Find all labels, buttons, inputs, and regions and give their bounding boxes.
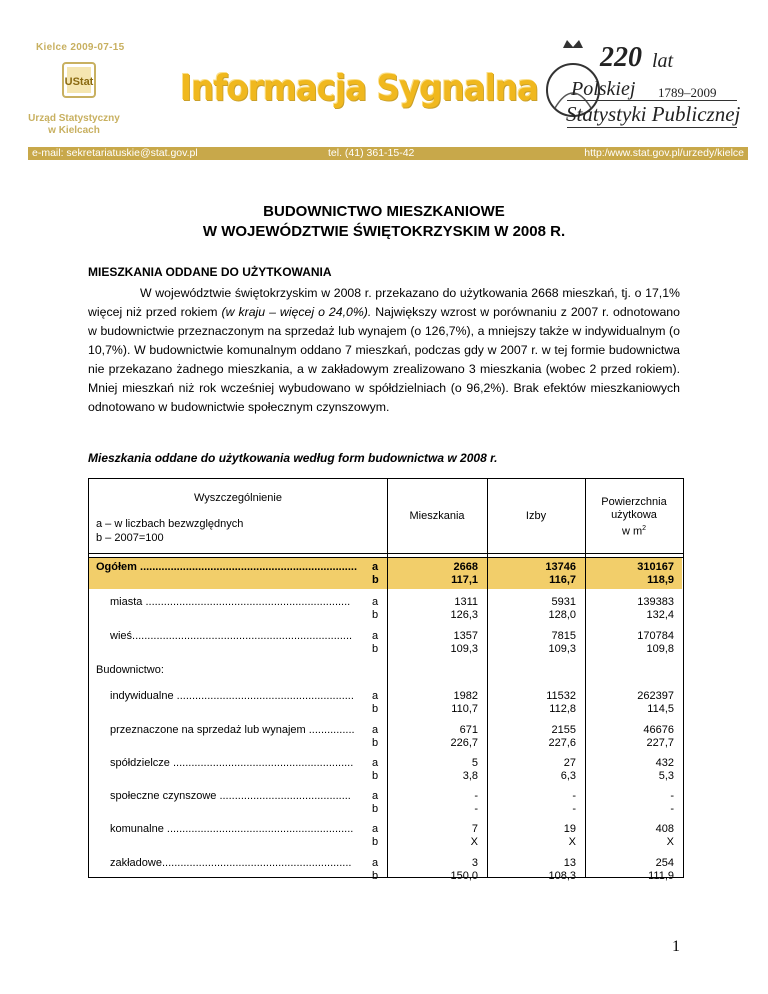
anniversary-number: 220 bbox=[600, 42, 642, 73]
cell-izby-b: 112,8 bbox=[549, 703, 576, 715]
org-name-line2: w Kielcach bbox=[48, 125, 100, 136]
cell-powierzchnia-b: 118,9 bbox=[647, 574, 674, 586]
row-label bbox=[110, 724, 363, 737]
row-indicator-b: b bbox=[372, 803, 379, 815]
row-label-text: przeznaczone na sprzedaż lub wynajem bbox=[110, 724, 306, 736]
cell-mieszkania-b: 110,7 bbox=[451, 703, 478, 715]
row-label bbox=[110, 823, 363, 836]
document-title bbox=[0, 202, 768, 242]
cell-izby-a: 7815 bbox=[551, 630, 576, 642]
col-separator-2 bbox=[487, 478, 488, 878]
paragraph-part2: Największy wzrost w porównaniu z 2007 r. odnotowano w budownictwie przeznaczonym na sprzedaż lub wynajem (o 126,7%), a mniejszy także w indywidualnym (o 10,7%). W budownictwie komunalnym oddano 7 mieszkań, podczas gdy w 2007 r. w tej formie budownictwa nie przekazano żadnego mieszkania, a w zakładowym zrealizowano 3 mieszkania (wobec 2 przed rokiem). Mniej mieszkań niż rok wcześniej wybudowano w spółdzielniach (o 96,2%). Brak efektów mieszkaniowych odnotowano w budownictwie społecznym czynszowym. bbox=[88, 305, 680, 414]
org-name bbox=[24, 113, 124, 137]
row-label-text: Ogółem bbox=[96, 561, 137, 573]
website-link[interactable]: http:/www.stat.gov.pl/urzedy/kielce bbox=[584, 147, 744, 159]
row-dot-leader: ............... bbox=[305, 724, 355, 736]
cell-izby-b: 6,3 bbox=[560, 770, 576, 782]
cell-izby-b: - bbox=[572, 803, 576, 815]
row-dot-leader: ........................................................... bbox=[169, 757, 354, 769]
document-header bbox=[0, 0, 768, 170]
row-indicator-a: a bbox=[372, 596, 379, 608]
cell-mieszkania-a: 2668 bbox=[453, 561, 478, 573]
header-powierzchnia-line2: użytkowa bbox=[611, 509, 657, 521]
row-indicator-a: a bbox=[372, 630, 379, 642]
paragraph-part1: W województwie świętokrzyskim w 2008 r. przekazano do użytkowania 2668 mieszkań, tj. o 17,1% więcej niż przed rokiem bbox=[88, 286, 680, 319]
row-dot-leader: ................................................................... bbox=[142, 596, 351, 608]
row-dot-leader: ........................................................................ bbox=[132, 630, 353, 642]
row-indicator-b: b bbox=[372, 703, 379, 715]
row-indicator-b: b bbox=[372, 574, 379, 586]
row-label bbox=[110, 857, 363, 870]
cell-izby-b: 128,0 bbox=[548, 609, 576, 621]
col-separator-1 bbox=[387, 478, 388, 878]
title-line1: BUDOWNICTWO MIESZKANIOWE bbox=[263, 203, 505, 220]
cell-mieszkania-a: 3 bbox=[471, 857, 478, 869]
cell-powierzchnia-a: 432 bbox=[655, 757, 674, 769]
row-indicator-a: a bbox=[372, 790, 379, 802]
header-note-b: b – 2007=100 bbox=[96, 532, 164, 544]
header-note-a: a – w liczbach bezwzględnych bbox=[96, 518, 244, 530]
cell-powierzchnia-b: X bbox=[666, 836, 674, 848]
section-budownictwo: Budownictwo: bbox=[96, 664, 164, 676]
anniversary-statystyki: Statystyki Publicznej bbox=[566, 102, 741, 126]
cell-mieszkania-a: 1311 bbox=[454, 596, 478, 608]
cell-izby-a: - bbox=[572, 790, 576, 802]
cell-mieszkania-a: 7 bbox=[471, 823, 478, 835]
page-number: 1 bbox=[672, 938, 680, 955]
row-label-text: zakładowe bbox=[110, 857, 162, 869]
paragraph-italic: (w kraju – więcej o 24,0%). bbox=[221, 305, 372, 319]
row-label bbox=[110, 690, 363, 703]
cell-mieszkania-b: X bbox=[470, 836, 478, 848]
banner-title: Informacja Sygnalna bbox=[180, 68, 539, 109]
table-border-top bbox=[88, 478, 684, 479]
cell-powierzchnia-a: 262397 bbox=[637, 690, 674, 702]
cell-izby-a: 13746 bbox=[545, 561, 576, 573]
row-label-text: spółdzielcze bbox=[110, 757, 170, 769]
cell-powierzchnia-a: 46676 bbox=[643, 724, 674, 736]
row-dot-leader: .......................................................... bbox=[173, 690, 354, 702]
cell-powierzchnia-b: - bbox=[670, 803, 674, 815]
row-label bbox=[110, 790, 363, 803]
row-indicator-a: a bbox=[372, 561, 379, 573]
row-dot-leader: .............................................................. bbox=[161, 857, 352, 869]
issue-date: Kielce 2009-07-15 bbox=[36, 42, 125, 53]
body-paragraph bbox=[88, 284, 680, 417]
cell-powierzchnia-b: 132,4 bbox=[646, 609, 674, 621]
row-label bbox=[110, 596, 363, 609]
cell-izby-b: X bbox=[568, 836, 576, 848]
cell-izby-a: 2155 bbox=[551, 724, 576, 736]
header-unit-sup: 2 bbox=[642, 525, 647, 532]
cell-powierzchnia-a: 139383 bbox=[637, 596, 674, 608]
ustat-logo bbox=[62, 62, 96, 98]
row-indicator-a: a bbox=[372, 757, 379, 769]
header-izby: Izby bbox=[525, 510, 547, 522]
cell-mieszkania-a: - bbox=[474, 790, 478, 802]
cell-powierzchnia-b: 111,9 bbox=[648, 870, 674, 882]
title-line2: W WOJEWÓDZTWIE ŚWIĘTOKRZYSKIM W 2008 R. bbox=[202, 223, 566, 240]
row-label bbox=[110, 630, 363, 643]
cell-mieszkania-a: 1357 bbox=[453, 630, 478, 642]
header-powierzchnia-line1: Powierzchnia bbox=[601, 496, 667, 508]
cell-powierzchnia-b: 227,7 bbox=[646, 737, 674, 749]
row-label-text: społeczne czynszowe bbox=[110, 790, 217, 802]
row-indicator-b: b bbox=[372, 643, 379, 655]
cell-izby-a: 11532 bbox=[546, 690, 576, 702]
header-wyszczegolnienie: Wyszczególnienie bbox=[194, 492, 282, 504]
header-unit: w m bbox=[621, 525, 643, 538]
row-label-text: miasta bbox=[110, 596, 143, 608]
cell-mieszkania-b: - bbox=[474, 803, 478, 815]
row-indicator-b: b bbox=[372, 737, 379, 749]
cell-izby-a: 27 bbox=[563, 757, 576, 769]
cell-powierzchnia-a: - bbox=[670, 790, 674, 802]
cell-mieszkania-b: 3,8 bbox=[462, 770, 478, 782]
contact-bar bbox=[28, 147, 748, 160]
cell-izby-b: 116,7 bbox=[549, 574, 576, 586]
cell-mieszkania-b: 150,0 bbox=[450, 870, 478, 882]
row-indicator-a: a bbox=[372, 724, 379, 736]
cell-izby-b: 108,3 bbox=[548, 870, 576, 882]
org-name-line1: Urząd Statystyczny bbox=[28, 113, 120, 124]
anniversary-polskiej: Polskiej bbox=[571, 78, 636, 100]
header-rule bbox=[88, 553, 684, 558]
cell-powierzchnia-a: 408 bbox=[655, 823, 674, 835]
cell-powierzchnia-a: 310167 bbox=[637, 561, 674, 573]
row-indicator-b: b bbox=[372, 870, 379, 882]
cell-powierzchnia-b: 5,3 bbox=[658, 770, 674, 782]
row-label bbox=[110, 757, 363, 770]
row-dot-leader: ....................................................................... bbox=[136, 561, 357, 573]
cell-izby-b: 227,6 bbox=[548, 737, 576, 749]
header-powierzchnia-line3 bbox=[585, 522, 683, 539]
anniversary-lat: lat bbox=[652, 50, 674, 72]
cell-powierzchnia-a: 170784 bbox=[637, 630, 674, 642]
cell-izby-a: 13 bbox=[563, 857, 576, 869]
anniversary-rule-bottom bbox=[567, 127, 737, 128]
table-border-left bbox=[88, 478, 89, 878]
table-border-right bbox=[683, 478, 684, 878]
cell-mieszkania-b: 126,3 bbox=[450, 609, 478, 621]
svg-text:UStat: UStat bbox=[64, 76, 94, 88]
row-label-text: wieś bbox=[110, 630, 133, 642]
cell-mieszkania-a: 5 bbox=[471, 757, 478, 769]
row-dot-leader: ........................................... bbox=[216, 790, 351, 802]
row-indicator-b: b bbox=[372, 836, 379, 848]
table-caption: Mieszkania oddane do użytkowania według form budownictwa w 2008 r. bbox=[88, 451, 498, 465]
row-indicator-a: a bbox=[372, 857, 379, 869]
row-indicator-a: a bbox=[372, 690, 379, 702]
cell-mieszkania-b: 226,7 bbox=[450, 737, 478, 749]
section-heading: MIESZKANIA ODDANE DO UŻYTKOWANIA bbox=[88, 265, 332, 279]
header-powierzchnia bbox=[585, 496, 683, 539]
cell-izby-a: 5931 bbox=[551, 596, 576, 608]
row-label-text: indywidualne bbox=[110, 690, 174, 702]
cell-izby-a: 19 bbox=[563, 823, 576, 835]
row-indicator-a: a bbox=[372, 823, 379, 835]
cell-powierzchnia-a: 254 bbox=[655, 857, 674, 869]
cell-izby-b: 109,3 bbox=[548, 643, 576, 655]
phone-number: tel. (41) 361-15-42 bbox=[328, 147, 415, 159]
cell-powierzchnia-b: 109,8 bbox=[646, 643, 674, 655]
anniversary-years: 1789–2009 bbox=[658, 85, 717, 100]
cell-powierzchnia-b: 114,5 bbox=[647, 703, 674, 715]
row-dot-leader: ............................................................. bbox=[163, 823, 354, 835]
row-label-text: komunalne bbox=[110, 823, 164, 835]
email-link[interactable]: e-mail: sekretariatuskie@stat.gov.pl bbox=[32, 147, 198, 159]
cell-mieszkania-a: 1982 bbox=[453, 690, 478, 702]
cell-mieszkania-a: 671 bbox=[459, 724, 478, 736]
cell-mieszkania-b: 109,3 bbox=[450, 643, 478, 655]
row-indicator-b: b bbox=[372, 770, 379, 782]
cell-mieszkania-b: 117,1 bbox=[451, 574, 478, 586]
row-label bbox=[96, 561, 363, 574]
header-mieszkania: Mieszkania bbox=[409, 510, 465, 522]
row-indicator-b: b bbox=[372, 609, 379, 621]
